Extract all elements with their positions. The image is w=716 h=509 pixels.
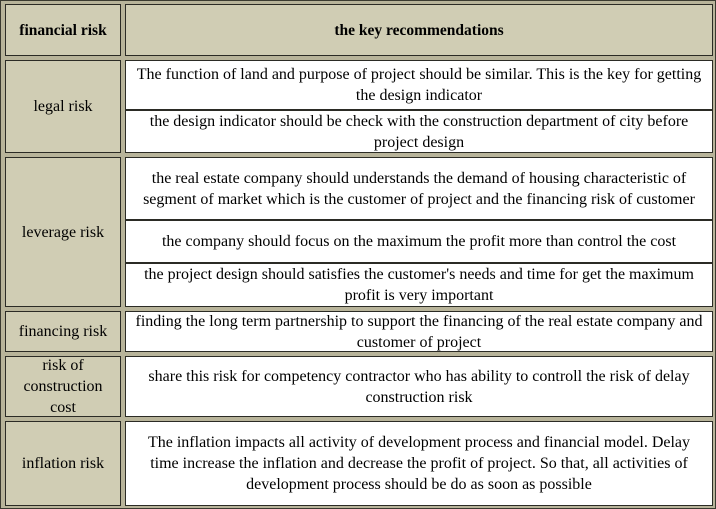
- risk-leverage: leverage risk: [5, 157, 121, 307]
- recommendation-construction-cost-1: share this risk for competency contractor who has ability to controll the risk of delay construction risk: [125, 356, 713, 417]
- recommendation-inflation-1: The inflation impacts all activity of development process and financial model. Delay time increase the inflation and decrease the profit of project. So that, all activities of development process should be do as soon as possible: [125, 421, 713, 506]
- recommendation-leverage-2: the company should focus on the maximum the profit more than control the cost: [125, 220, 713, 263]
- recommendation-legal-1: The function of land and purpose of project should be similar. This is the key for getting the design indicator: [125, 60, 713, 110]
- recommendation-leverage-3: the project design should satisfies the customer's needs and time for get the maximum profit is very important: [125, 263, 713, 307]
- recommendation-leverage-1: the real estate company should understands the demand of housing characteristic of segment of market which is the customer of project and the financing risk of customer: [125, 157, 713, 220]
- risk-construction-cost: risk of construction cost: [5, 356, 121, 417]
- risk-legal: legal risk: [5, 60, 121, 153]
- recommendation-financing-1: finding the long term partnership to support the financing of the real estate company and customer of project: [125, 311, 713, 352]
- risk-financing: financing risk: [5, 311, 121, 352]
- header-financial-risk: financial risk: [5, 4, 121, 56]
- recommendation-legal-2: the design indicator should be check with the construction department of city before project design: [125, 110, 713, 153]
- header-key-recommendations: the key recommendations: [125, 4, 713, 56]
- risk-inflation: inflation risk: [5, 421, 121, 506]
